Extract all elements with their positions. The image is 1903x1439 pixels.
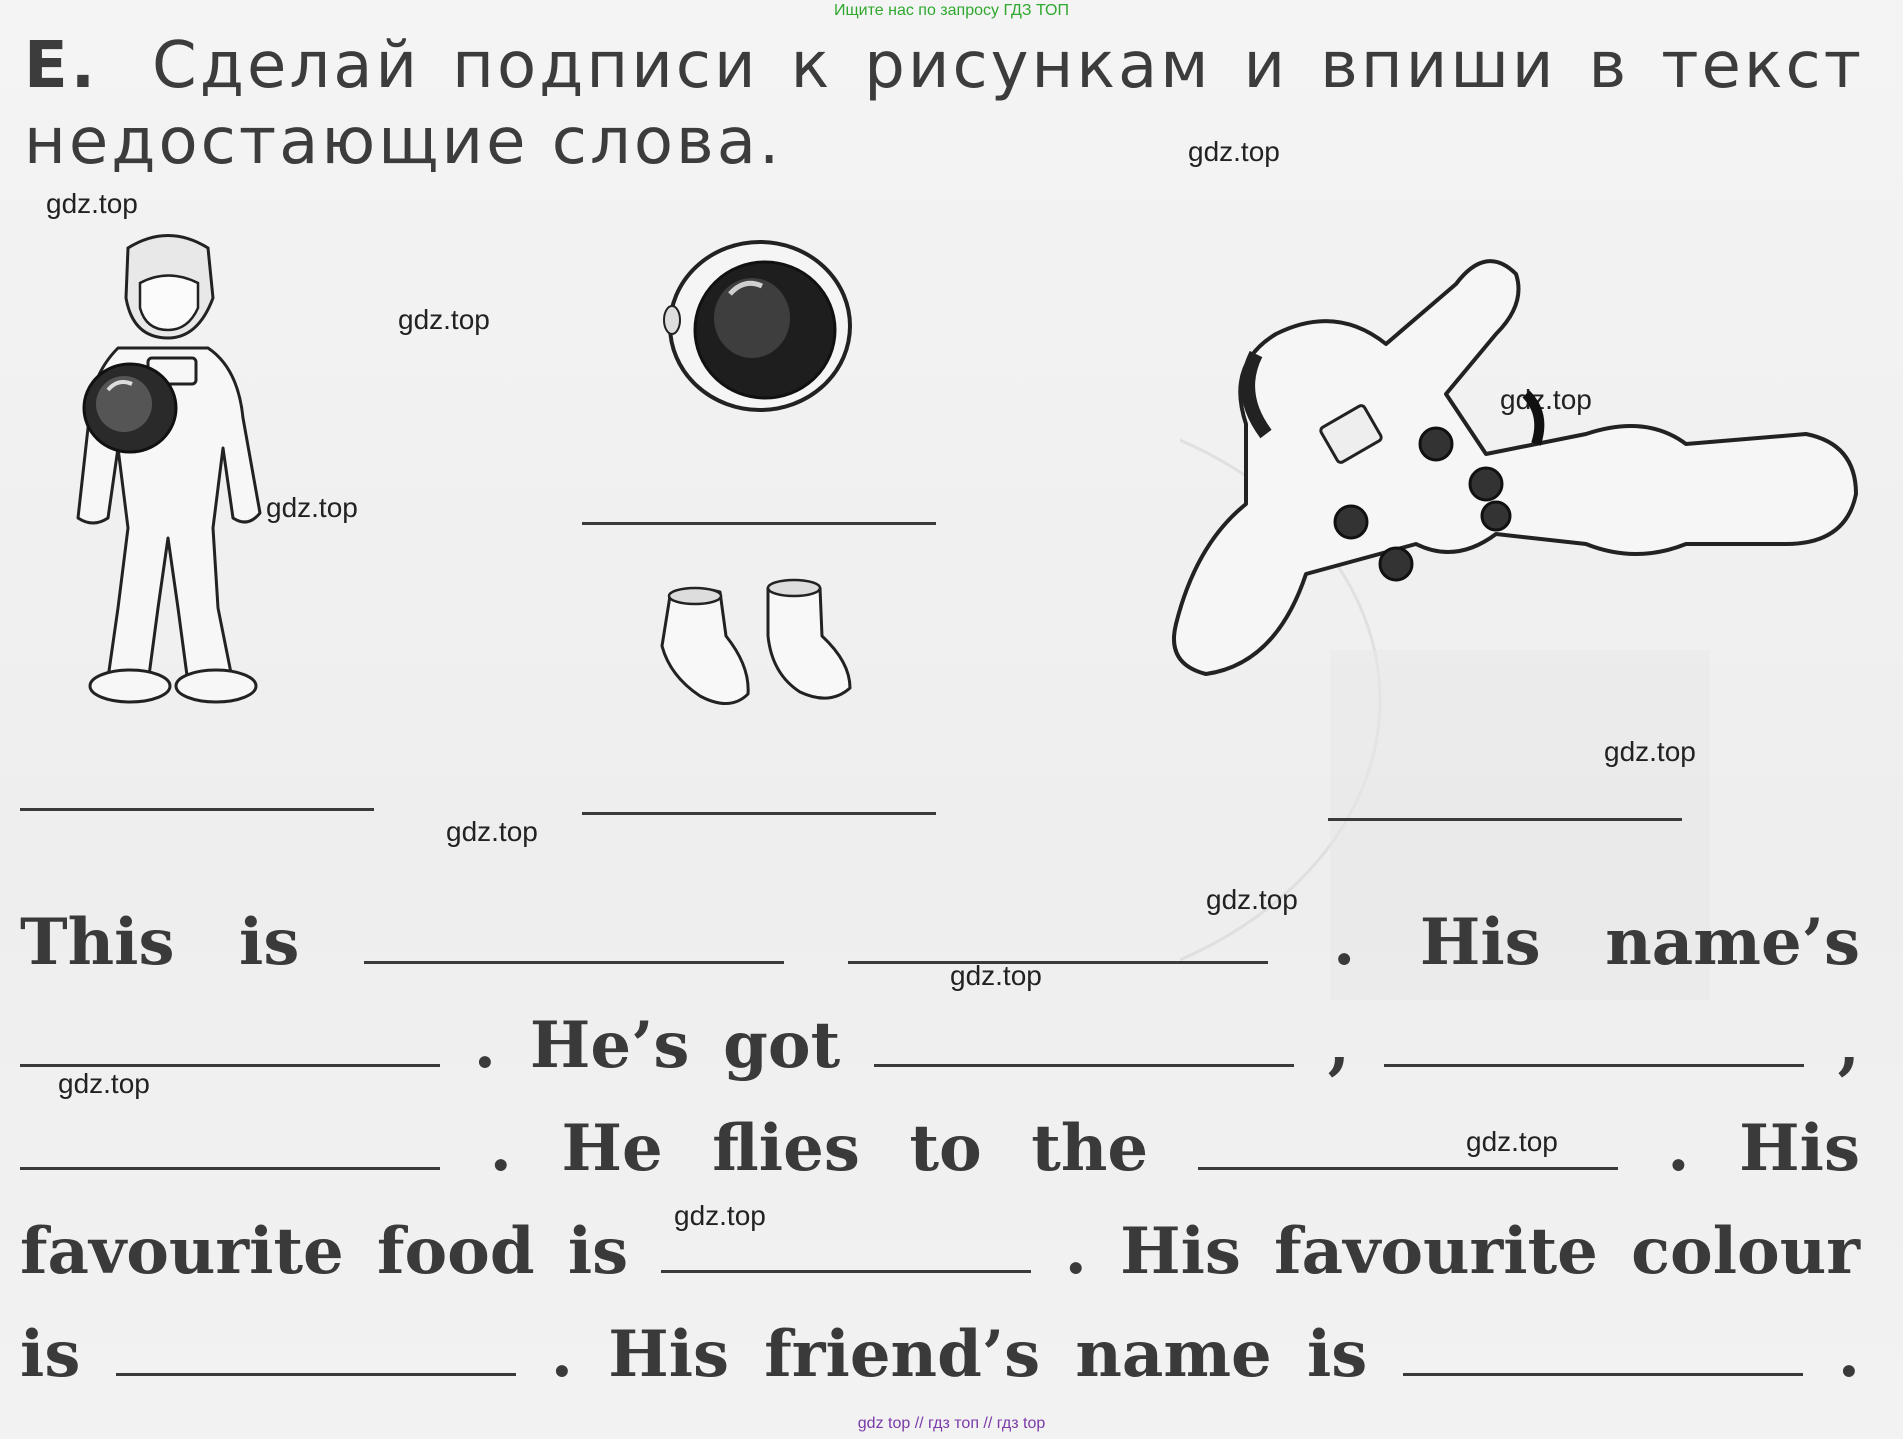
text-line-4 [20,1214,1860,1317]
helmet-illustration [660,234,860,414]
watermark: gdz.top [674,1200,766,1231]
text-line-2 [20,1008,1860,1111]
answer-blank[interactable] [116,1363,516,1376]
watermark: gdz.top [1206,884,1298,915]
watermark: gdz.top [1604,736,1696,767]
text-word: His [1739,1111,1860,1186]
text-word: name’s [1605,905,1860,980]
text-punct: . [550,1317,574,1392]
text-word: name [1075,1317,1272,1392]
text-word: This [20,905,175,980]
text-word: His [1419,905,1541,980]
text-line-5 [20,1317,1860,1420]
task-title [24,28,1864,180]
caption-blank-boots[interactable] [582,812,936,815]
answer-blank[interactable] [1384,1054,1804,1067]
watermark: gdz.top [1188,136,1280,167]
text-word: favourite [1274,1214,1598,1289]
text-word: friend’s [764,1317,1041,1392]
text-word: to [909,1111,982,1186]
title-line-2: недостающие слова. [24,105,783,179]
text-line-1 [20,905,1860,1008]
answer-blank[interactable] [1403,1363,1803,1376]
title-word: рисункам [864,29,1212,103]
title-word: текст [1661,29,1864,103]
watermark: gdz.top [46,188,138,219]
text-punct: , [1327,1008,1351,1083]
text-word: His [608,1317,730,1392]
title-word: в [1588,29,1630,103]
text-word: food [376,1214,535,1289]
text-word: is [20,1317,81,1392]
text-punct: . [1064,1214,1087,1289]
watermark: gdz.top [266,492,358,523]
text-word: flies [712,1111,860,1186]
fill-in-text [20,905,1860,1420]
text-punct: . [473,1008,497,1083]
text-word: He [561,1111,663,1186]
text-word: is [1306,1317,1368,1392]
text-word: colour [1631,1214,1860,1289]
text-punct: , [1837,1008,1860,1083]
caption-blank-spacesuit[interactable] [1328,818,1682,821]
watermark: gdz.top [446,816,538,847]
watermark: gdz.top [1466,1126,1558,1157]
text-word: is [567,1214,629,1289]
text-punct: . [1667,1111,1690,1186]
watermark: gdz.top [950,960,1042,991]
text-word: got [723,1008,841,1083]
title-word: и [1243,29,1289,103]
text-word: is [239,905,300,980]
text-punct: . [489,1111,512,1186]
site-banner[interactable]: Ищите нас по запросу ГДЗ ТОП [834,2,1069,19]
boots-illustration [650,576,870,716]
title-word: Сделай [152,29,421,103]
answer-blank[interactable] [874,1054,1294,1067]
answer-blank[interactable] [20,1157,440,1170]
watermark: gdz.top [398,304,490,335]
text-punct: . [1837,1317,1860,1392]
text-word: favourite [20,1214,344,1289]
spacesuit-illustration [1166,244,1866,684]
answer-blank[interactable] [1198,1157,1618,1170]
text-punct: . [1333,905,1356,980]
title-word: впиши [1320,29,1557,103]
astronaut-illustration [48,228,278,708]
answer-blank[interactable] [20,1054,440,1067]
text-word: the [1031,1111,1149,1186]
watermark: gdz.top [58,1068,150,1099]
title-line-1 [24,28,1864,104]
title-word: подписи [452,29,759,103]
footer-links[interactable]: gdz top // гдз топ // гдз top [857,1415,1046,1432]
caption-blank-astronaut[interactable] [20,808,374,811]
watermark: gdz.top [1500,384,1592,415]
text-word: His [1120,1214,1241,1289]
task-letter: E. [24,29,99,103]
answer-blank[interactable] [848,951,1268,964]
answer-blank[interactable] [661,1260,1031,1273]
answer-blank[interactable] [364,951,784,964]
text-word: He’s [529,1008,690,1083]
text-line-3 [20,1111,1860,1214]
title-word: к [790,29,833,103]
caption-blank-helmet[interactable] [582,522,936,525]
